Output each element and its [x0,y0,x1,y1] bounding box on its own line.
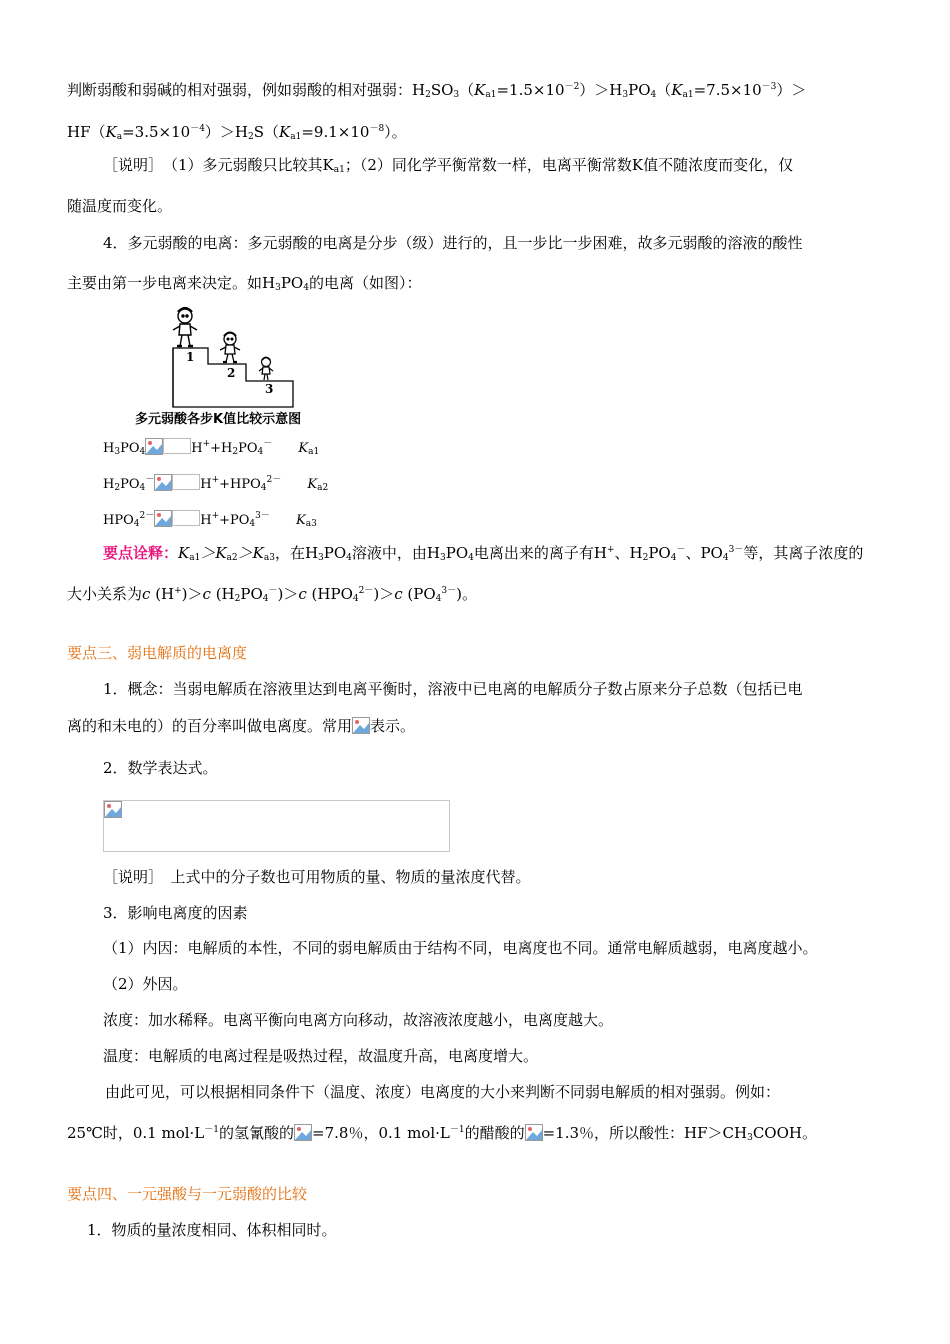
text-line: 判断弱酸和弱碱的相对强弱，例如弱酸的相对强弱：$H_2SO_3(K_{a1}=1.5\times 10^{-2})>H_3PO_4(K_{a1}=7.5\times 10^{-3})>$ [67,81,807,100]
text-line: 4．多元弱酸的电离：多元弱酸的电离是分步（级）进行的，且一步比一步困难，故多元弱酸的溶液的酸性 [103,234,803,252]
person-large-icon [173,308,197,346]
text-line: 浓度：加水稀释。电离平衡向电离方向移动，故溶液浓度越小，电离度越大。 [103,1011,614,1029]
person-medium-icon [220,333,240,363]
note-line: 随温度而变化。 [67,197,173,215]
text-line: 主要由第一步电离来决定。如$H_3PO_4$的电离（如图）： [67,274,422,293]
equation-row: $H_2PO_4^-$ $H^++HPO_4^{2-}$ $K_{a2}$ [103,475,329,493]
keypoint-label: 要点诠释： [103,544,179,562]
alpha-symbol-image [294,1124,312,1141]
step-1-label: 1 [186,350,195,364]
text-line: 温度：电解质的电离过程是吸热过程，故温度升高，电离度增大。 [103,1047,539,1065]
keypoint-line: 要点诠释：$K_{a1}>K_{a2}>K_{a3}$，在$H_3PO_4$溶液中，由$H_3PO_4$电离出来的离子有H+、$H_2PO_4^-$、$PO_4^{3-}$等，其离子浓度的 [103,544,864,563]
stair-figure [128,302,343,428]
text-line: （1）内因：电解质的本性，不同的弱电解质由于结构不同，电离度也不同。通常电解质越弱，电离度越小。 [103,939,818,957]
text-line: 1．概念：当弱电解质在溶液里达到电离平衡时，溶液中已电离的电解质分子数占原来分子总数（包括已电 [103,680,803,698]
text-line: 1．物质的量浓度相同、体积相同时。 [87,1221,337,1239]
equation-row: $HPO_4^{2-}$ $H^++PO_4^{3-}$ $K_{a3}$ [103,511,317,529]
formula-image [103,800,450,852]
equation-row: $H_3PO_4$ $H^++H_2PO_4^-$ $K_{a1}$ [103,439,320,457]
step-3-label: 3 [265,382,274,396]
step-2-label: 2 [227,366,236,380]
alpha-symbol-image [525,1124,543,1141]
text-line: 离的和未电的）的百分率叫做电离度。常用 表示。 [67,717,416,735]
person-small-icon [259,358,273,381]
text-line: $HF(K_a=3.5\times 10^{-4})>H_2S(K_{a1}=9.1\times 10^{-8})$。 [67,123,407,142]
broken-image-icon [154,510,172,527]
figure-caption: 多元弱酸各步K值比较示意图 [135,412,302,427]
text-line: 3．影响电离度的因素 [103,904,248,922]
text-line: 由此可见，可以根据相同条件下（温度、浓度）电离度的大小来判断不同弱电解质的相对强弱。例如： [105,1083,781,1101]
text-line: 25℃时，0.1 $mol\cdot L^{-1}$的氢氰酸的 =7.8％，0.1 $mol\cdot L^{-1}$的醋酸的 =1.3％，所以酸性：$HF>CH_3COOH$。 [67,1124,817,1143]
alpha-symbol-image [352,717,370,734]
note-line: ［说明］ （1）多元弱酸只比较其$K_{a1}$；（2）同化学平衡常数一样，电离平衡常数K值不随浓度而变化，仅 [103,156,794,175]
text-line: 2．数学表达式。 [103,759,218,777]
note-line: ［说明］ 上式中的分子数也可用物质的量、物质的量浓度代替。 [103,868,531,886]
text-line: （2）外因。 [103,975,188,993]
broken-image-icon [154,474,172,491]
broken-image-icon [104,801,122,818]
keypoint-line: 大小关系为c (H+)＞c $(H_2PO_4^-)>c$ $(HPO_4^{2-})>c$ $(PO_4^{3-})$。 [67,585,477,604]
section-heading: 要点三、弱电解质的电离度 [67,644,248,662]
broken-image-icon [145,438,163,455]
section-heading: 要点四、一元强酸与一元弱酸的比较 [67,1185,308,1203]
